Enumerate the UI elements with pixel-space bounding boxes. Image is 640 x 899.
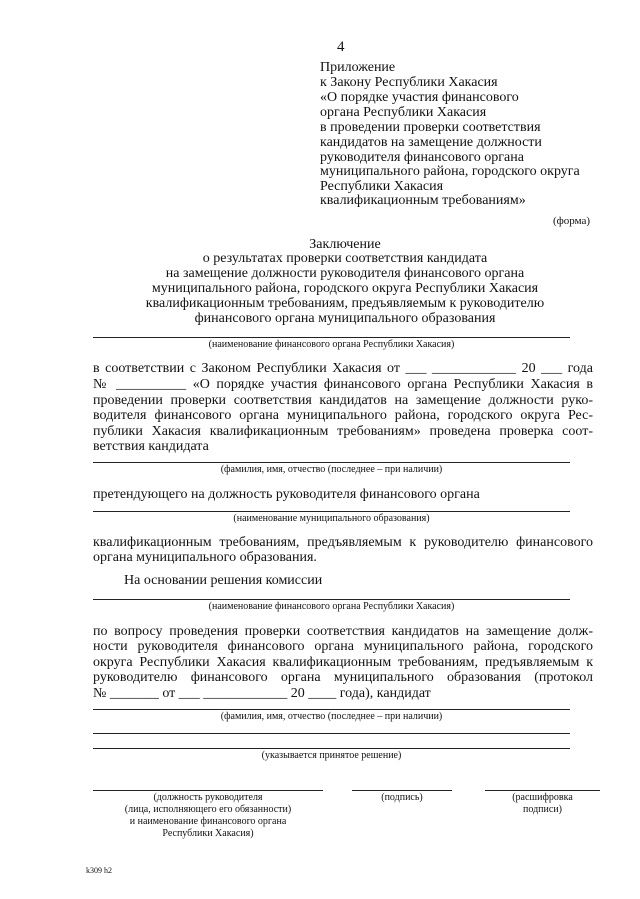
appendix-line: руководителя финансового органа <box>320 150 524 165</box>
body-line: в соответствии с Законом Республики Хакасия от ___ ____________ 20 ___ года <box>93 361 593 376</box>
caption-fin-organ: (наименование финансового органа Республики Хакасия) <box>208 339 455 350</box>
body-line: органа муниципального образования. <box>93 550 317 565</box>
caption-signature: (подпись) <box>381 792 423 803</box>
title-line: муниципального района, городского округа Республики Хакасия <box>151 281 539 296</box>
appendix-line: муниципального района, городского округа <box>320 164 580 179</box>
fill-line-decision <box>93 748 570 749</box>
appendix-line: органа Республики Хакасия <box>320 105 487 120</box>
caption-decoding <box>485 792 600 816</box>
title-line: о результатах проверки соответствия кандидата <box>202 251 488 266</box>
fill-line-decoding <box>485 790 600 791</box>
fill-line-position <box>93 790 323 791</box>
appendix-line: к Закону Республики Хакасия <box>320 75 498 90</box>
caption-fio: (фамилия, имя, отчество (последнее – при наличии) <box>220 711 443 722</box>
appendix-line: в проведении проверки соответствия <box>320 120 541 135</box>
caption-decoding-line: (расшифровка <box>512 792 573 803</box>
fill-line-fin-organ <box>93 599 570 600</box>
body-line: водителя финансового органа муниципального района, городского округа Рес- <box>93 408 593 423</box>
body-line: № _______ от ___ ____________ 20 ____ года), кандидат <box>93 686 431 701</box>
caption-position <box>93 792 323 840</box>
body-line: претендующего на должность руководителя финансового органа <box>93 487 480 502</box>
body-line: квалификационным требованиям, предъявляемым к руководителю финансового <box>93 535 593 550</box>
appendix-line: квалификационным требованиям» <box>320 193 526 208</box>
body-line: ности руководителя финансового органа муниципального района, городского <box>93 639 593 654</box>
body-line: проведении проверки соответствия кандидатов на замещение должности руко- <box>93 393 593 408</box>
caption-decision: (указывается принятое решение) <box>261 750 402 761</box>
fill-line-fio <box>93 462 570 463</box>
fill-line-municipality <box>93 511 570 512</box>
caption-position-line: и наименование финансового органа <box>129 816 287 827</box>
body-line: округа Республики Хакасия квалификационным требованиям, предъявляемым к <box>93 655 593 670</box>
appendix-line: «О порядке участия финансового <box>320 90 519 105</box>
fill-line-fin-organ <box>93 337 570 338</box>
fill-line-decision <box>93 733 570 734</box>
page-number: 4 <box>337 39 345 55</box>
title-line: квалификационным требованиям, предъявляемым к руководителю <box>145 296 545 311</box>
caption-position-line: (должность руководителя <box>153 792 263 803</box>
caption-position-line: (лица, исполняющего его обязанности) <box>124 804 292 815</box>
caption-position-line: Республики Хакасия) <box>162 828 254 839</box>
fill-line-fio <box>93 709 570 710</box>
title-line: на замещение должности руководителя финансового органа <box>165 266 525 281</box>
caption-decoding-line: подписи) <box>523 804 562 815</box>
form-label: (форма) <box>553 215 591 227</box>
body-line: ветствия кандидата <box>93 439 209 454</box>
appendix-line: Приложение <box>320 60 396 75</box>
caption-fin-organ: (наименование финансового органа Республики Хакасия) <box>208 601 455 612</box>
caption-fio: (фамилия, имя, отчество (последнее – при наличии) <box>220 464 443 475</box>
caption-municipality: (наименование муниципального образования) <box>233 513 430 524</box>
body-line: На основании решения комиссии <box>124 573 323 588</box>
appendix-line: Республики Хакасия <box>320 179 444 194</box>
body-line: руководителю финансового органа муниципального образования (протокол <box>93 670 593 685</box>
footer-code: k309 h2 <box>86 866 112 875</box>
appendix-line: кандидатов на замещение должности <box>320 135 542 150</box>
body-line: публики Хакасия квалификационным требованиям» проведена проверка соот- <box>93 424 593 439</box>
body-line: по вопросу проведения проверки соответствия кандидатов на замещение долж- <box>93 624 593 639</box>
fill-line-signature <box>352 790 452 791</box>
title-heading: Заключение <box>309 237 381 252</box>
title-line: финансового органа муниципального образования <box>194 311 496 326</box>
body-line: № __________ «О порядке участия финансового органа Республики Хакасия в <box>93 377 593 392</box>
